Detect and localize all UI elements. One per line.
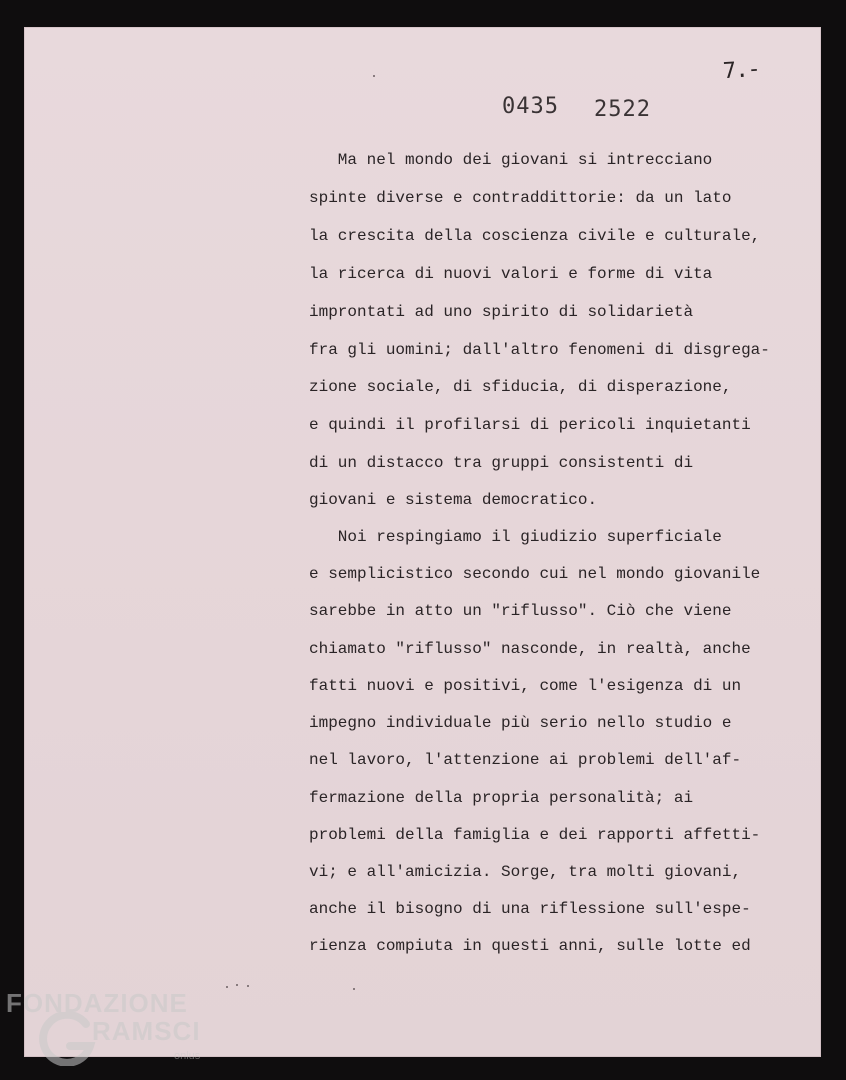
watermark-line1: FONDAZIONE bbox=[6, 988, 188, 1018]
text-line: Ma nel mondo dei giovani si intrecciano bbox=[309, 151, 713, 169]
handwritten-page-number: 7.- bbox=[722, 56, 761, 85]
watermark-suffix: onlus bbox=[174, 1050, 201, 1062]
watermark-line2: RAMSCI bbox=[92, 1016, 201, 1046]
text-line: di un distacco tra gruppi consistenti di bbox=[309, 454, 694, 472]
text-line: rienza compiuta in questi anni, sulle lotte ed bbox=[309, 937, 751, 955]
paper-speck bbox=[247, 985, 249, 987]
text-line: improntati ad uno spirito di solidarietà bbox=[309, 303, 694, 321]
text-line: chiamato "riflusso" nasconde, in realtà, anche bbox=[309, 640, 751, 658]
text-line: e quindi il profilarsi di pericoli inquietanti bbox=[309, 416, 751, 434]
gramsci-g-logo-icon bbox=[36, 1012, 98, 1066]
text-line: sarebbe in atto un "riflusso". Ciò che viene bbox=[309, 602, 732, 620]
text-line: spinte diverse e contraddittorie: da un lato bbox=[309, 189, 732, 207]
text-line: nel lavoro, l'attenzione ai problemi dell'af- bbox=[309, 751, 742, 769]
archive-number-right: 2522 bbox=[594, 97, 651, 122]
text-line: e semplicistico secondo cui nel mondo giovanile bbox=[309, 565, 761, 583]
paper-speck bbox=[373, 75, 375, 77]
text-line: problemi della famiglia e dei rapporti affetti- bbox=[309, 826, 761, 844]
fondazione-gramsci-watermark bbox=[6, 988, 216, 1068]
paper-speck bbox=[236, 984, 238, 986]
archive-number-left: 0435 bbox=[502, 94, 559, 119]
text-line: Noi respingiamo il giudizio superficiale bbox=[309, 528, 722, 546]
text-line: fatti nuovi e positivi, come l'esigenza di un bbox=[309, 677, 742, 695]
text-line: zione sociale, di sfiducia, di disperazione, bbox=[309, 378, 732, 396]
text-line: la crescita della coscienza civile e culturale, bbox=[309, 227, 761, 245]
text-line: giovani e sistema democratico. bbox=[309, 491, 598, 509]
text-line: fra gli uomini; dall'altro fenomeni di disgrega- bbox=[309, 341, 770, 359]
text-line: la ricerca di nuovi valori e forme di vita bbox=[309, 265, 713, 283]
text-line: anche il bisogno di una riflessione sull'espe- bbox=[309, 900, 751, 918]
paper-speck bbox=[226, 986, 228, 988]
text-line: impegno individuale più serio nello studio e bbox=[309, 714, 732, 732]
text-line: fermazione della propria personalità; ai bbox=[309, 789, 694, 807]
paper-speck bbox=[353, 988, 355, 990]
text-line: vi; e all'amicizia. Sorge, tra molti giovani, bbox=[309, 863, 742, 881]
